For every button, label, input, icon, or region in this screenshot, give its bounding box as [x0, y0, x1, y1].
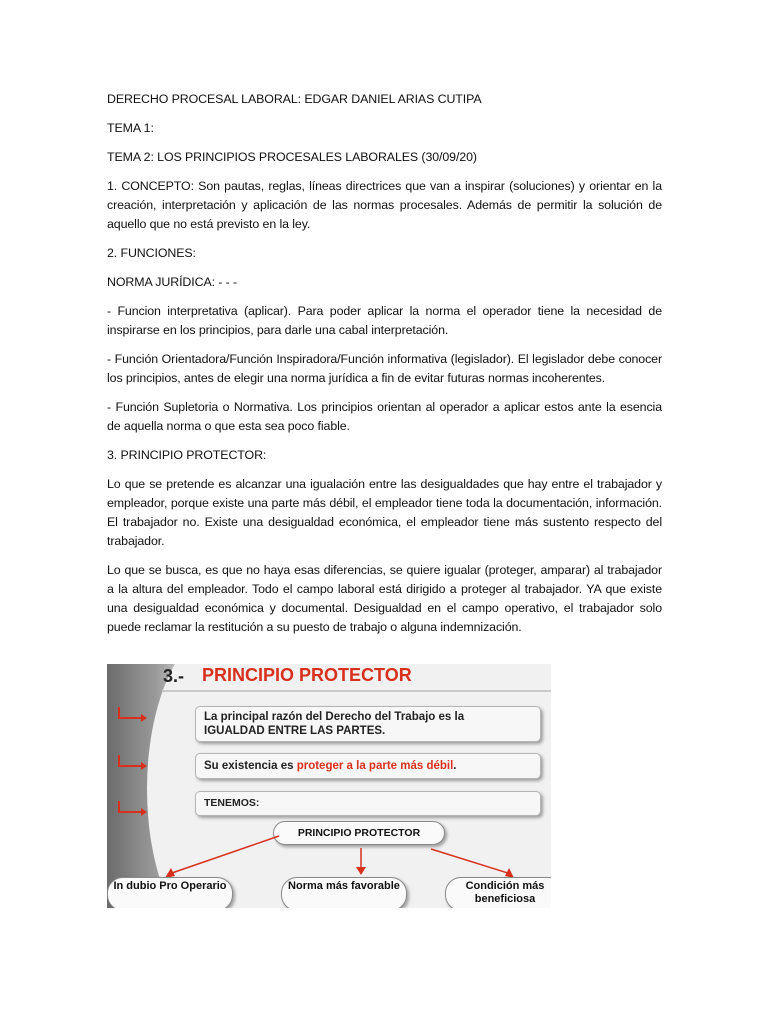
figure-curve-decoration [147, 664, 307, 908]
igualdad-box-text: La principal razón del Derecho del Trabajo es la [204, 711, 465, 723]
funcion-interpretativa-paragraph: - Funcion interpretativa (aplicar). Para poder aplicar la norma el operador tiene la necesidad de inspirarse en los principios, para darle una cabal interpretación. [107, 304, 662, 337]
principio-protector-figure [107, 664, 551, 908]
funcion-orientadora-paragraph: - Función Orientadora/Función Inspiradora/Función informativa (legislador). El legislador debe conocer los principios, antes de elegir una norma jurídica a fin de evitar futuras normas incoherentes. [107, 352, 662, 385]
igualdad-box-bold: IGUALDAD ENTRE LAS PARTES. [204, 725, 386, 737]
figure-title: PRINCIPIO PROTECTOR [202, 665, 412, 685]
existencia-box-prefix: Su existencia es [204, 760, 294, 772]
red-bent-arrow-icon [117, 754, 149, 770]
condicion-mas-beneficiosa-node: Condición más beneficiosa [445, 877, 551, 908]
principio-protector-heading: 3. PRINCIPIO PROTECTOR: [107, 448, 267, 462]
tema-1-heading: TEMA 1: [107, 121, 154, 135]
existencia-box-suffix: . [453, 760, 457, 772]
tema-2-heading: TEMA 2: LOS PRINCIPIOS PROCESALES LABORALES (30/09/20) [107, 150, 477, 164]
red-bent-arrow-icon [117, 800, 149, 816]
principio-protector-node: PRINCIPIO PROTECTOR [273, 821, 445, 845]
principio-protector-paragraph-2: Lo que se busca, es que no haya esas diferencias, se quiere igualar (proteger, amparar) al trabajador a la altura del empleador. Todo el campo laboral está dirigido a proteger al trabajador. YA que existe una desigualdad económica y documental. Desigualdad en el campo operativo, el trabajador solo puede reclamar la restitución a su puesto de trabajo o alguna indemnización. [107, 563, 662, 634]
in-dubio-pro-operario-node: In dubio Pro Operario [107, 877, 233, 908]
funciones-heading: 2. FUNCIONES: [107, 246, 196, 260]
concepto-paragraph: 1. CONCEPTO: Son pautas, reglas, líneas directrices que van a inspirar (soluciones) y orientar en la creación, interpretación y aplicación de las normas procesales. Además de permitir la solución de aquello que no está previsto en la ley. [107, 179, 662, 231]
principio-protector-paragraph-1: Lo que se pretende es alcanzar una igualación entre las desigualdades que hay entre el trabajador y empleador, porque existe una parte más débil, el empleador tiene toda la documentación, información. El trabajador no. Existe una desigualdad económica, el empleador tiene más sustento respecto del trabajador. [107, 477, 662, 548]
funcion-supletoria-paragraph: - Función Supletoria o Normativa. Los principios orientan al operador a aplicar estos ante la esencia de aquella norma o que esta sea poco fiable. [107, 400, 662, 433]
tenemos-box [195, 791, 541, 816]
document-header: DERECHO PROCESAL LABORAL: EDGAR DANIEL ARIAS CUTIPA [107, 92, 482, 106]
igualdad-box [195, 706, 541, 742]
figure-title-rule [162, 690, 551, 692]
norma-juridica-line: NORMA JURÍDICA: - - - [107, 275, 238, 289]
existencia-box [195, 753, 541, 779]
figure-number: 3.- [163, 666, 185, 686]
red-bent-arrow-icon [117, 706, 149, 722]
document-body [107, 90, 662, 647]
existencia-box-highlight: proteger a la parte más débil [296, 760, 454, 772]
tenemos-label: TENEMOS: [204, 797, 260, 809]
norma-mas-favorable-node: Norma más favorable [281, 877, 407, 908]
